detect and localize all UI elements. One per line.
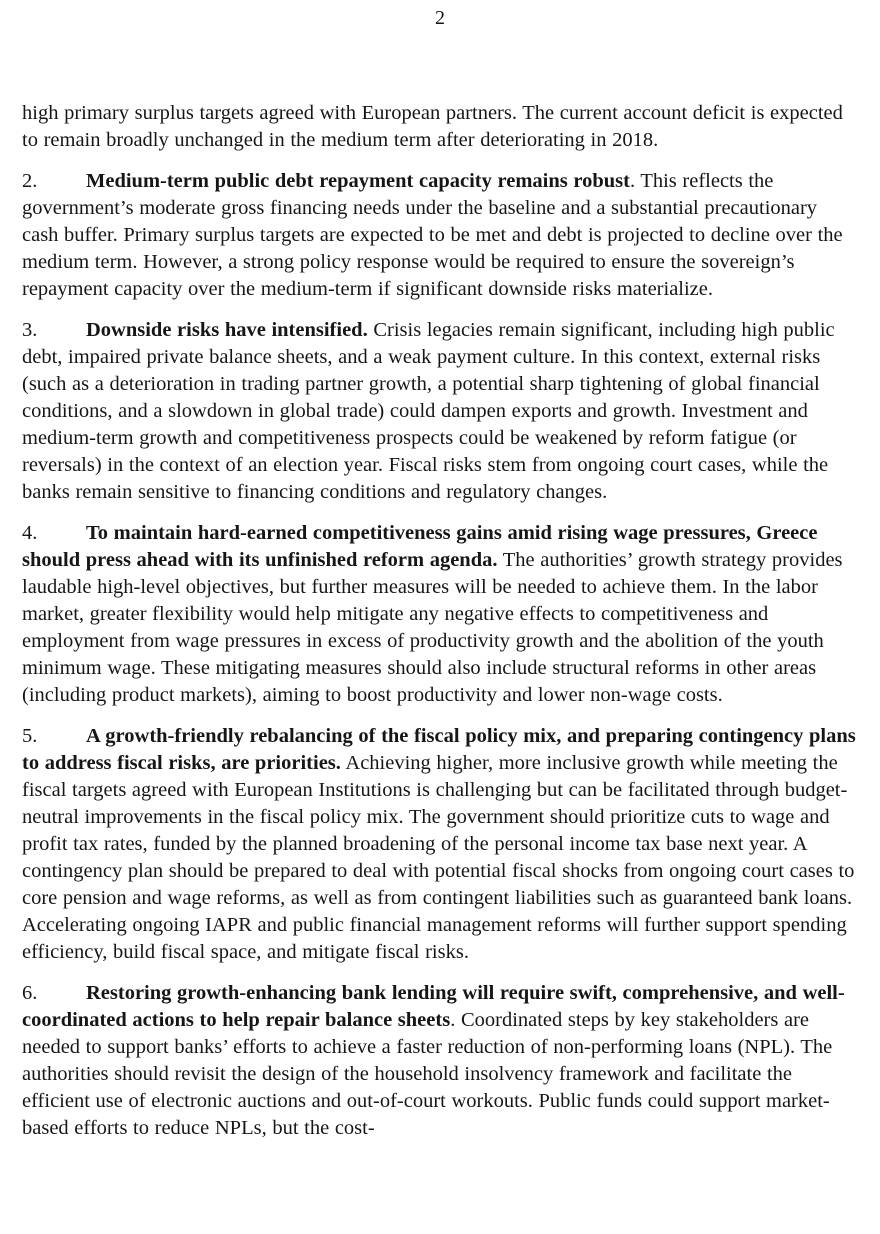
paragraph-3 [22, 317, 856, 506]
paragraph-2 [22, 168, 856, 303]
paragraph-number: 2. [22, 170, 38, 192]
paragraph-number: 3. [22, 319, 38, 341]
paragraph-lead-bold: Downside risks have intensified. [86, 319, 368, 341]
document-body [0, 100, 880, 1142]
paragraph-number: 4. [22, 522, 38, 544]
paragraph-4 [22, 520, 856, 709]
paragraph-lead-bold: A growth-friendly rebalancing of the fiscal policy mix, and preparing contingency plans to address fiscal risks, are priorities. [22, 725, 856, 774]
page-number-text: 2 [435, 7, 445, 29]
paragraph-number: 6. [22, 982, 38, 1004]
paragraph-5 [22, 723, 856, 966]
paragraph-6 [22, 980, 856, 1142]
paragraph-body-text: Achieving higher, more inclusive growth while meeting the fiscal targets agreed with European Institutions is challenging but can be facilitated through budget-neutral improvements in the fiscal policy mix. The government should prioritize cuts to wage and profit tax rates, funded by the planned broadening of the personal income tax base next year. A contingency plan should be prepared to deal with potential fiscal shocks from ongoing court cases to core pension and wage reforms, as well as from contingent liabilities such as guaranteed bank loans. Accelerating ongoing IAPR and public financial management reforms will further support spending efficiency, build fiscal space, and mitigate fiscal risks. [22, 752, 855, 963]
paragraph-body-text: . This reflects the government’s moderate gross financing needs under the baseline and a substantial precautionary cash buffer. Primary surplus targets are expected to be met and debt is projected to decline over the medium term. However, a strong policy response would be required to ensure the sovereign’s repayment capacity over the medium-term if significant downside risks materialize. [22, 170, 843, 300]
paragraph-body-text: . Coordinated steps by key stakeholders are needed to support banks’ efforts to achieve a faster reduction of non-performing loans (NPL). The authorities should revisit the design of the household insolvency framework and facilitate the efficient use of electronic auctions and out-of-court workouts. Public funds could support market-based efforts to reduce NPLs, but the cost- [22, 1009, 833, 1139]
paragraph-body-text: The authorities’ growth strategy provides laudable high-level objectives, but further measures will be needed to achieve them. In the labor market, greater flexibility would help mitigate any negative effects to competitiveness and employment from wage pressures in excess of productivity growth and the abolition of the youth minimum wage. These mitigating measures should also include structural reforms in other areas (including product markets), aiming to boost productivity and lower non-wage costs. [22, 549, 843, 706]
paragraph-number: 5. [22, 725, 38, 747]
paragraph-lead-bold: Medium-term public debt repayment capacity remains robust [86, 170, 630, 192]
paragraph-text: high primary surplus targets agreed with European partners. The current account deficit is expected to remain broadly unchanged in the medium term after deteriorating in 2018. [22, 102, 843, 151]
paragraph-intro-continuation [22, 100, 856, 154]
page-number [0, 0, 880, 32]
paragraph-lead-bold: To maintain hard-earned competitiveness gains amid rising wage pressures, Greece should press ahead with its unfinished reform agenda. [22, 522, 818, 571]
paragraph-body-text: Crisis legacies remain significant, including high public debt, impaired private balance sheets, and a weak payment culture. In this context, external risks (such as a deterioration in trading partner growth, a potential sharp tightening of global financial conditions, and a slowdown in global trade) could dampen exports and growth. Investment and medium-term growth and competitiveness prospects could be weakened by reform fatigue (or reversals) in the context of an election year. Fiscal risks stem from ongoing court cases, while the banks remain sensitive to financing conditions and regulatory changes. [22, 319, 835, 503]
paragraph-lead-bold: Restoring growth-enhancing bank lending will require swift, comprehensive, and well-coordinated actions to help repair balance sheets [22, 982, 845, 1031]
